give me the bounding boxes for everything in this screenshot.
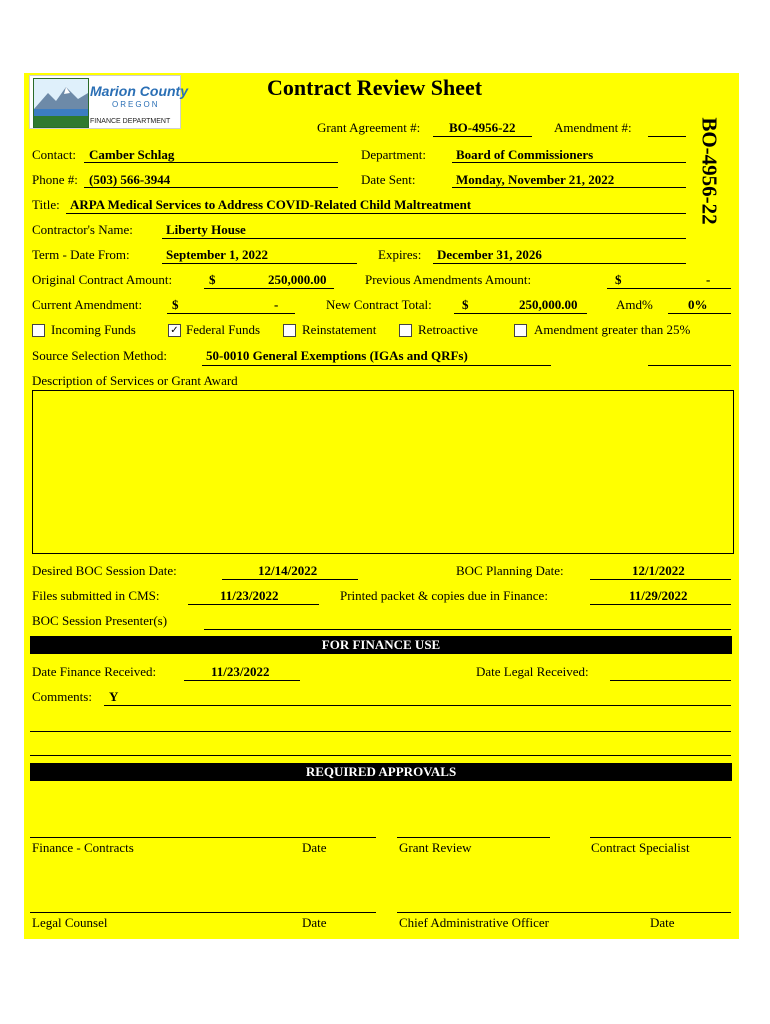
previous-amendments-line [607,288,731,289]
files-cms-label: Files submitted in CMS: [32,588,160,603]
comments-line-1 [104,705,731,706]
grant-agreement-line [433,136,532,137]
federal-funds-checkbox[interactable]: ✓ [168,324,181,337]
amd-pct-label: Amd% [616,297,653,312]
presenter-label: BOC Session Presenter(s) [32,613,168,628]
date-finance-received-value[interactable]: 11/23/2022 [211,664,270,679]
department-label: Department: [361,147,426,162]
finance-contracts-label: Finance - Contracts [32,840,134,855]
grant-agreement-label: Grant Agreement #: [317,120,421,135]
contractor-label: Contractor's Name: [32,222,133,237]
finance-use-header: FOR FINANCE USE [30,636,732,654]
source-selection-line [202,365,551,366]
original-amount-label: Original Contract Amount: [32,272,173,287]
amd-pct-line [668,313,731,314]
contractor-line [162,238,686,239]
cao-label: Chief Administrative Officer [399,915,549,930]
date-sent-value[interactable]: Monday, November 21, 2022 [456,172,615,187]
boc-planning-value[interactable]: 12/1/2022 [632,563,685,578]
original-amount-value[interactable]: 250,000.00 [268,272,327,287]
comments-value[interactable]: Y [109,689,119,704]
original-amount-currency: $ [209,272,216,287]
reinstatement-checkbox[interactable] [283,324,296,337]
term-value[interactable]: September 1, 2022 [166,247,268,262]
title-line [66,213,686,214]
comments-label: Comments: [32,689,92,704]
presenter-line [204,629,731,630]
grant-review-label: Grant Review [399,840,472,855]
contact-line [84,162,338,163]
comments-line-3 [30,755,731,756]
expires-label: Expires: [378,247,422,262]
department-value[interactable]: Board of Commissioners [456,147,594,162]
reinstatement-label: Reinstatement [302,322,377,337]
source-extra-line [648,365,731,366]
grant-review-signature-line[interactable] [397,837,550,838]
date-legal-received-label: Date Legal Received: [476,664,589,679]
marion-county-logo [29,75,188,129]
incoming-funds-label: Incoming Funds [51,322,136,337]
contractor-value[interactable]: Liberty House [166,222,246,237]
retroactive-checkbox[interactable] [399,324,412,337]
previous-amendments-value[interactable]: - [706,272,711,287]
contact-label: Contact: [32,147,77,162]
incoming-funds-checkbox[interactable] [32,324,45,337]
title-label: Title: [32,197,60,212]
current-amendment-label: Current Amendment: [32,297,143,312]
amendment-label: Amendment #: [554,120,632,135]
amendment-over-25-checkbox[interactable] [514,324,527,337]
new-total-value[interactable]: 250,000.00 [519,297,578,312]
source-selection-value[interactable]: 50-0010 General Exemptions (IGAs and QRFs) [206,348,468,363]
new-total-line [454,313,587,314]
boc-planning-line [590,579,731,580]
term-line [162,263,357,264]
required-approvals-header: REQUIRED APPROVALS [30,763,732,781]
expires-line [433,263,686,264]
date-finance-received-label: Date Finance Received: [32,664,157,679]
legal-counsel-label: Legal Counsel [32,915,108,930]
phone-line [84,187,338,188]
contract-review-sheet [24,73,739,939]
title-value[interactable]: ARPA Medical Services to Address COVID-Related Child Maltreatment [70,197,472,212]
phone-label: Phone #: [32,172,78,187]
description-textarea[interactable] [32,390,734,554]
previous-amendments-currency: $ [615,272,622,287]
desired-boc-label: Desired BOC Session Date: [32,563,177,578]
packet-due-line [590,604,731,605]
contact-value[interactable]: Camber Schlag [89,147,175,162]
term-label: Term - Date From: [32,247,130,262]
logo-state: OREGON [112,100,160,109]
files-cms-line [188,604,319,605]
desired-boc-value[interactable]: 12/14/2022 [258,563,318,578]
new-total-label: New Contract Total: [326,297,432,312]
contract-specialist-label: Contract Specialist [591,840,690,855]
source-selection-label: Source Selection Method: [32,348,168,363]
logo-county-name: Marion County [90,83,188,99]
grant-agreement-value[interactable]: BO-4956-22 [449,120,516,135]
federal-funds-label: Federal Funds [186,322,261,337]
finance-contracts-signature-line[interactable] [30,837,376,838]
packet-due-value[interactable]: 11/29/2022 [629,588,688,603]
cao-signature-line[interactable] [397,912,731,913]
amendment-over-25-label: Amendment greater than 25% [534,322,691,337]
comments-line-2 [30,731,731,732]
legal-counsel-date-label: Date [302,915,327,930]
vertical-id-label: BO-4956-22 [697,117,722,225]
expires-value[interactable]: December 31, 2026 [437,247,542,262]
files-cms-value[interactable]: 11/23/2022 [220,588,279,603]
logo-department: FINANCE DEPARTMENT [90,118,171,125]
previous-amendments-label: Previous Amendments Amount: [365,272,532,287]
packet-due-label: Printed packet & copies due in Finance: [340,588,548,603]
original-amount-line [204,288,334,289]
date-legal-received-line [610,680,731,681]
date-sent-line [452,187,686,188]
landscape-logo-icon [33,78,89,128]
amendment-line [648,136,686,137]
date-sent-label: Date Sent: [361,172,416,187]
date-finance-received-line [184,680,300,681]
department-line [452,162,686,163]
contract-specialist-signature-line[interactable] [590,837,731,838]
phone-value[interactable]: (503) 566-3944 [89,172,171,187]
cao-date-label: Date [650,915,675,930]
legal-counsel-signature-line[interactable] [30,912,376,913]
amd-pct-value[interactable]: 0% [688,297,708,312]
page-title: Contract Review Sheet [267,75,483,100]
desired-boc-line [222,579,358,580]
description-label: Description of Services or Grant Award [32,373,238,388]
new-total-currency: $ [462,297,469,312]
current-amendment-line [167,313,295,314]
boc-planning-label: BOC Planning Date: [456,563,564,578]
current-amendment-value[interactable]: - [274,297,279,312]
current-amendment-currency: $ [172,297,179,312]
finance-contracts-date-label: Date [302,840,327,855]
retroactive-label: Retroactive [418,322,478,337]
